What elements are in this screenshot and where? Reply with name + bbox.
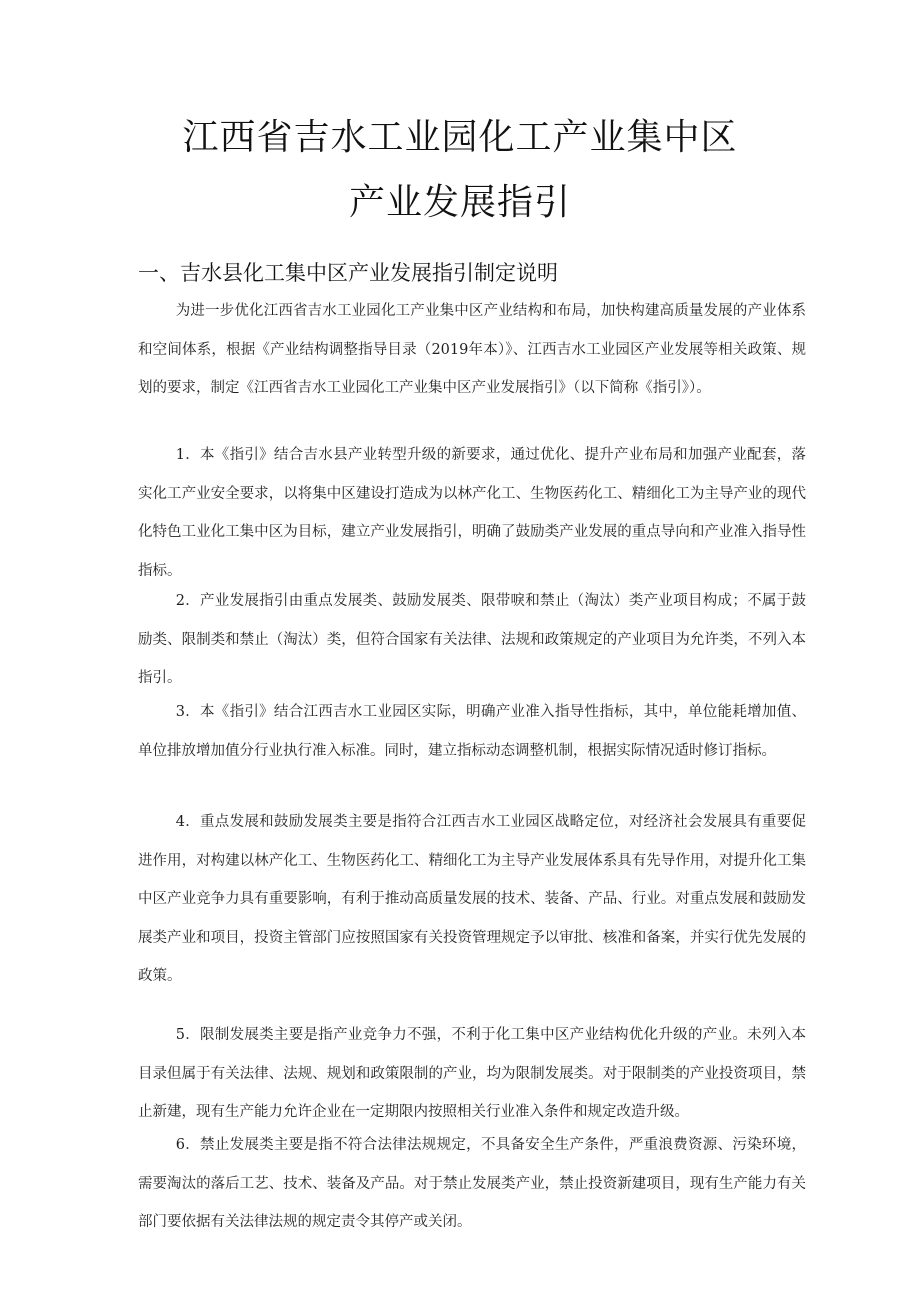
section-heading: 一、吉水县化工集中区产业发展指引制定说明: [138, 261, 558, 285]
paragraph-item-4: 4．重点发展和鼓励发展类主要是指符合江西吉水工业园区战略定位，对经济社会发展具有重要促进作用，对构建以林产化工、生物医药化工、精细化工为主导产业发展体系具有先导作用，对提升化工集中区产业竞争力具有重要影响，有利于推动高质量发展的技术、装备、产品、行业。对重点发展和鼓励发展类产业和项目，投资主管部门应按照国家有关投资管理规定予以审批、核准和备案，并实行优先发展的政策。: [138, 814, 806, 984]
document-title-line-1: 江西省吉水工业园化工产业集中区: [182, 117, 738, 158]
paragraph-item-2: 2．产业发展指引由重点发展类、鼓励发展类、限带唳和禁止（淘汰）类产业项目构成；不属于鼓励类、限制类和禁止（淘汰）类，但符合国家有关法律、法规和政策规定的产业项目为允许类，不列入本指引。: [138, 593, 806, 686]
paragraph-intro: 为进一步优化江西省吉水工业园化工产业集中区产业结构和布局，加快构建高质量发展的产业体系和空间体系，根据《产业结构调整指导目录（2019年本）》、江西吉水工业园区产业发展等相关政策、规划的要求，制定《江西省吉水工业园化工产业集中区产业发展指引》（以下简称《指引》）。: [138, 303, 806, 396]
document-title-line-2: 产业发展指引: [348, 182, 571, 223]
paragraph-item-1: 1．本《指引》结合吉水县产业转型升级的新要求，通过优化、提升产业布局和加强产业配套，落实化工产业安全要求，以将集中区建设打造成为以林产化工、生物医药化工、精细化工为主导产业的现代化特色工业化工集中区为目标，建立产业发展指引，明确了鼓励类产业发展的重点导向和产业准入指导性指标。: [138, 447, 806, 579]
paragraph-item-3: 3．本《指引》结合江西吉水工业园区实际，明确产业准入指导性指标，其中，单位能耗增加值、单位排放增加值分行业执行准入标准。同时，建立指标动态调整机制，根据实际情况适时修订指标。: [138, 704, 806, 759]
paragraph-item-6: 6．禁止发展类主要是指不符合法律法规规定，不具备安全生产条件，严重浪费资源、污染环境，需要淘汰的落后工艺、技术、装备及产品。对于禁止发展类产业，禁止投资新建项目，现有生产能力有关部门要依据有关法律法规的规定责令其停产或关闭。: [138, 1137, 806, 1230]
paragraph-item-5: 5．限制发展类主要是指产业竞争力不强，不利于化工集中区产业结构优化升级的产业。未列入本目录但属于有关法律、法规、规划和政策限制的产业，均为限制发展类。对于限制类的产业投资项目，禁止新建，现有生产能力允许企业在一定期限内按照相关行业准入条件和规定改造升级。: [138, 1027, 806, 1120]
